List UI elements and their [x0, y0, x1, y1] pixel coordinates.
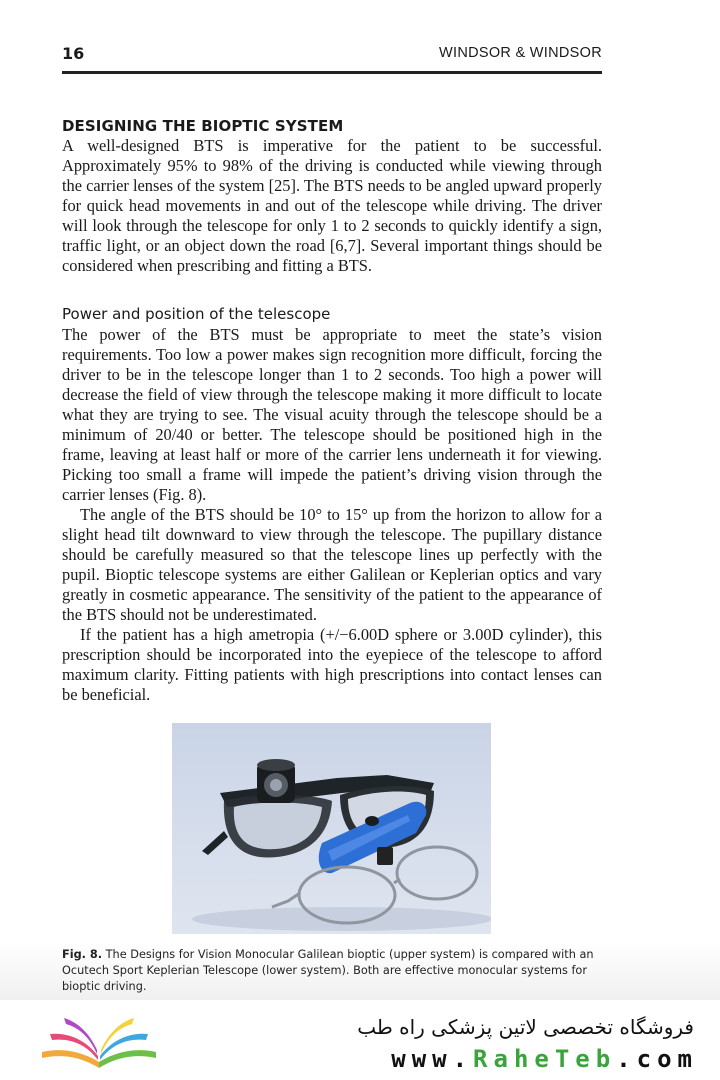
url-suffix: .com [616, 1045, 698, 1073]
paragraph: The angle of the BTS should be 10° to 15° up from the horizon to allow for a slight head tilt downward to view through the telescope. The pupillary distance should be carefully measured so that the telescope lines up perfectly with the pupil. Bioptic telescope systems are either Galilean or Keplerian optics and vary greatly in cosmetic appearance. The sensitivity of the patient to the appearance of the BTS should not be underestimated. [62, 505, 602, 624]
shop-name: فروشگاه تخصصی لاتین پزشکی راه طب [357, 1015, 694, 1039]
header-rule [62, 71, 602, 74]
bioptic-glasses-photo [172, 723, 491, 934]
figure-caption [62, 947, 602, 995]
figure-photo [172, 723, 491, 934]
caption-text: The Designs for Vision Monocular Galilean bioptic (upper system) is compared with an Ocutech Sport Keplerian Telescope (lower system). Both are effective monocular systems for bioptic driving. [62, 948, 594, 993]
section-heading: DESIGNING THE BIOPTIC SYSTEM [62, 117, 344, 135]
shop-url [391, 1045, 698, 1073]
page-header [62, 44, 602, 68]
url-brand: RaheTeb [473, 1045, 617, 1073]
page-number: 16 [62, 44, 85, 63]
url-prefix: www. [391, 1045, 474, 1073]
subsection-heading: Power and position of the telescope [62, 305, 331, 323]
subsection-body [62, 325, 602, 705]
figure-label: Fig. 8. [62, 948, 103, 961]
paragraph: If the patient has a high ametropia (+/−6.00D sphere or 3.00D cylinder), this prescription should be incorporated into the eyepiece of the telescope to afford maximum clarity. Fitting patients with high prescriptions into contact lenses can be beneficial. [62, 625, 602, 704]
paragraph: The power of the BTS must be appropriate to meet the state’s vision requirements. Too low a power makes sign recognition more difficult, forcing the driver to be in the telescope longer than 1 to 2 seconds. Too high a power will decrease the field of view through the telescope making it more difficult to locate what they are trying to see. The visual acuity through the telescope should be a minimum of 20/40 or better. The telescope should be positioned high in the frame, leaving at least half or more of the carrier lens underneath it for viewing. Picking too small a frame will impede the patient’s driving vision through the carrier lenses (Fig. 8). [62, 325, 602, 504]
book-logo-icon [40, 1012, 158, 1070]
paragraph: A well-designed BTS is imperative for the patient to be successful. Approximately 95% to 98% of the driving is conducted while viewing through the carrier lenses of the system [25]. The BTS needs to be angled upward properly for quick head movements in and out of the telescope while driving. The driver will look through the telescope for only 1 to 2 seconds to quickly identify a sign, traffic light, or an object down the road [6,7]. Several important things should be considered when prescribing and fitting a BTS. [62, 136, 602, 275]
section-body [62, 136, 602, 276]
running-title: WINDSOR & WINDSOR [439, 45, 602, 61]
